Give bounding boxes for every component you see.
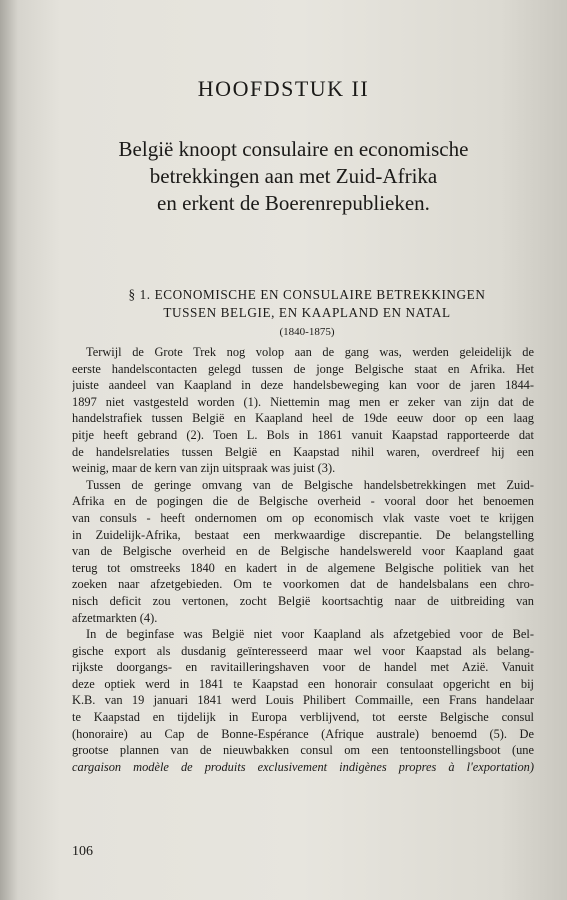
text-line: in Zuidelijk-Afrika, bestaat een merkwaardige discrepantie. De belangstelling bbox=[72, 527, 534, 542]
text-line: nisch deficit zou vertonen, zocht België koortsachtig naar de uitbreiding van bbox=[72, 593, 534, 608]
text-line: grootse plannen van de nieuwbakken consul om een tentoonstellingsboot (une bbox=[72, 743, 534, 758]
text-line: gische export als dusdanig geïnteresseerd maar wel voor Kaapstad als belang- bbox=[72, 643, 534, 658]
text-line: afzetmarkten (4). bbox=[72, 610, 158, 625]
text-line: eerste handelscontacten gelegd tussen de jonge Belgische staat en Afrika. Het bbox=[72, 361, 534, 376]
section-heading-years: (1840-1875) bbox=[279, 326, 335, 338]
text-line: Terwijl de Grote Trek nog volop aan de gang was, werden geleidelijk de bbox=[86, 345, 534, 359]
text-line: In de beginfase was België niet voor Kaapland als afzetgebied voor de Bel- bbox=[86, 627, 534, 642]
text-line: juiste aandeel van Kaapland in deze handelsbeweging kan voor de jaren 1844- bbox=[72, 378, 534, 393]
text-line: deze optiek werd in 1841 te Kaapstad een honorair consulaat opgericht en bij bbox=[72, 676, 534, 691]
chapter-heading: HOOFDSTUK II bbox=[197, 76, 370, 101]
text-line: van de Belgische overheid en de Belgische handelswereld voor Kaapland gaat bbox=[72, 544, 534, 559]
section-heading-region: TUSSEN BELGIE, EN KAAPLAND EN NATAL bbox=[163, 305, 451, 320]
text-line: Afrika en de pogingen die de Belgische overheid - vooral door het benoemen bbox=[72, 494, 534, 509]
text-line: de handelsrelaties tussen België en Kaapstad nihil waren, overdreef hij een bbox=[72, 444, 534, 459]
text-line: weinig, maar de kern van zijn uitspraak was juist (3). bbox=[72, 461, 336, 476]
page-number: 106 bbox=[72, 844, 93, 859]
text-line: rijkste doorgangs- en ravitailleringshaven voor de handel met Azië. Vanuit bbox=[72, 660, 534, 675]
text-line: pitje heeft gebrand (2). Toen L. Bols in 1861 vanuit Kaapstad rapporteerde dat bbox=[72, 427, 534, 442]
chapter-title-line: België knoopt consulaire en economische bbox=[118, 137, 469, 161]
chapter-title bbox=[60, 136, 527, 217]
section-heading-line: § 1. ECONOMISCHE EN CONSULAIRE BETREKKINGEN bbox=[128, 287, 486, 302]
text-line: Tussen de geringe omvang van de Belgische handelsbetrekkingen met Zuid- bbox=[86, 477, 534, 492]
section-heading-line bbox=[72, 304, 542, 341]
text-line: terug tot omstreeks 1840 en kadert in de algemene Belgische politiek van het bbox=[72, 560, 534, 575]
text-line: van consuls - heeft ondernomen om op economisch vlak vaste voet te krijgen bbox=[72, 510, 534, 525]
text-line: K.B. van 19 januari 1841 werd Louis Philibert Commaille, een Frans handelaar bbox=[72, 693, 534, 708]
text-line: (honoraire) au Cap de Bonne-Espérance (Afrique australe) benoemd (5). De bbox=[72, 726, 534, 741]
text-line: te Kaapstad en tijdelijk in Europa verblijvend, tot eerste Belgische consul bbox=[72, 710, 534, 725]
text-line: 1897 niet vastgesteld worden (1). Niettemin mag men er zeker van zijn dat de bbox=[72, 394, 534, 409]
text-line: cargaison modèle de produits exclusivement indigènes propres à l'exportation) bbox=[72, 759, 534, 774]
text-line: zoeken naar afzetgebieden. Om te voorkomen dat de handelsbalans een chro- bbox=[72, 577, 534, 592]
chapter-title-line: en erkent de Boerenrepublieken. bbox=[157, 191, 430, 215]
text-line: handelstrafiek tussen België en Kaapland heel de 19de eeuw door op een laag bbox=[72, 411, 534, 426]
chapter-title-line: betrekkingen aan met Zuid-Afrika bbox=[149, 164, 438, 188]
section-heading bbox=[72, 286, 542, 341]
body-text bbox=[72, 344, 534, 775]
